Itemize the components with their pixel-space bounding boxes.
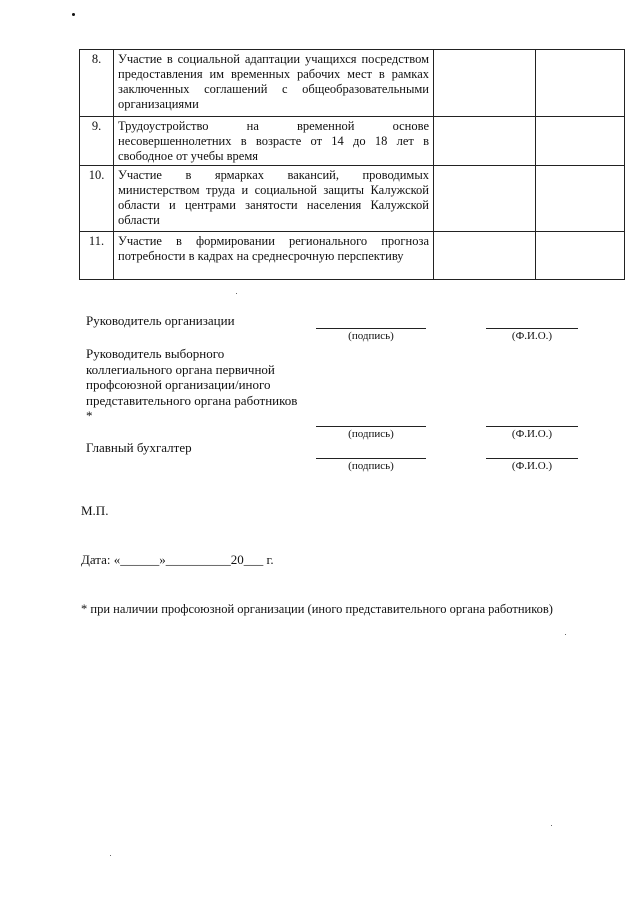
stamp-place-label: М.П. bbox=[81, 503, 109, 518]
date-line: Дата: «______»__________20___ г. bbox=[81, 552, 274, 567]
empty-cell bbox=[434, 166, 536, 232]
empty-cell bbox=[536, 117, 625, 166]
name-line bbox=[486, 426, 578, 427]
table-row bbox=[80, 50, 625, 117]
name-caption: (Ф.И.О.) bbox=[511, 460, 553, 472]
signature-line bbox=[316, 426, 426, 427]
empty-cell bbox=[536, 50, 625, 117]
chief-accountant-label: Главный бухгалтер bbox=[86, 440, 192, 455]
name-caption: (Ф.И.О.) bbox=[511, 428, 553, 440]
empty-cell bbox=[434, 232, 536, 280]
empty-cell bbox=[434, 50, 536, 117]
scan-speck bbox=[236, 293, 237, 294]
row-description: Участие в ярмарках вакансий, проводимых министерством труда и социальной защиты Калужской области и центрами занятости населения Калужской области bbox=[114, 166, 434, 232]
row-description: Трудоустройство на временной основе несовершеннолетних в возрасте от 14 до 18 лет в свободное от учебы время bbox=[114, 117, 434, 166]
footnote: * при наличии профсоюзной организации (иного представительного органа работников) bbox=[81, 602, 553, 616]
signature-line bbox=[316, 328, 426, 329]
scan-speck bbox=[551, 825, 552, 826]
name-line bbox=[486, 328, 578, 329]
scan-speck bbox=[110, 855, 111, 856]
empty-cell bbox=[536, 166, 625, 232]
union-head-label: Руководитель выборного коллегиального органа первичной профсоюзной организации/иного представительного органа работников * bbox=[86, 346, 298, 423]
empty-cell bbox=[536, 232, 625, 280]
name-caption: (Ф.И.О.) bbox=[511, 330, 553, 342]
scan-speck bbox=[565, 634, 566, 635]
table-row bbox=[80, 117, 625, 166]
row-description: Участие в социальной адаптации учащихся посредством предоставления им временных рабочих мест в рамках заключенных соглашений с общеобразовательными организациями bbox=[114, 50, 434, 117]
row-number: 9. bbox=[80, 117, 114, 166]
signature-caption: (подпись) bbox=[348, 330, 394, 342]
table-row bbox=[80, 166, 625, 232]
row-number: 8. bbox=[80, 50, 114, 117]
scan-mark bbox=[72, 13, 75, 16]
table-row bbox=[80, 232, 625, 280]
row-number: 10. bbox=[80, 166, 114, 232]
signature-line bbox=[316, 458, 426, 459]
signature-caption: (подпись) bbox=[348, 428, 394, 440]
measures-table bbox=[79, 49, 625, 280]
head-of-organization-label: Руководитель организации bbox=[86, 313, 235, 328]
name-line bbox=[486, 458, 578, 459]
empty-cell bbox=[434, 117, 536, 166]
signature-caption: (подпись) bbox=[348, 460, 394, 472]
row-number: 11. bbox=[80, 232, 114, 280]
row-description: Участие в формировании регионального прогноза потребности в кадрах на среднесрочную перспективу bbox=[114, 232, 434, 280]
